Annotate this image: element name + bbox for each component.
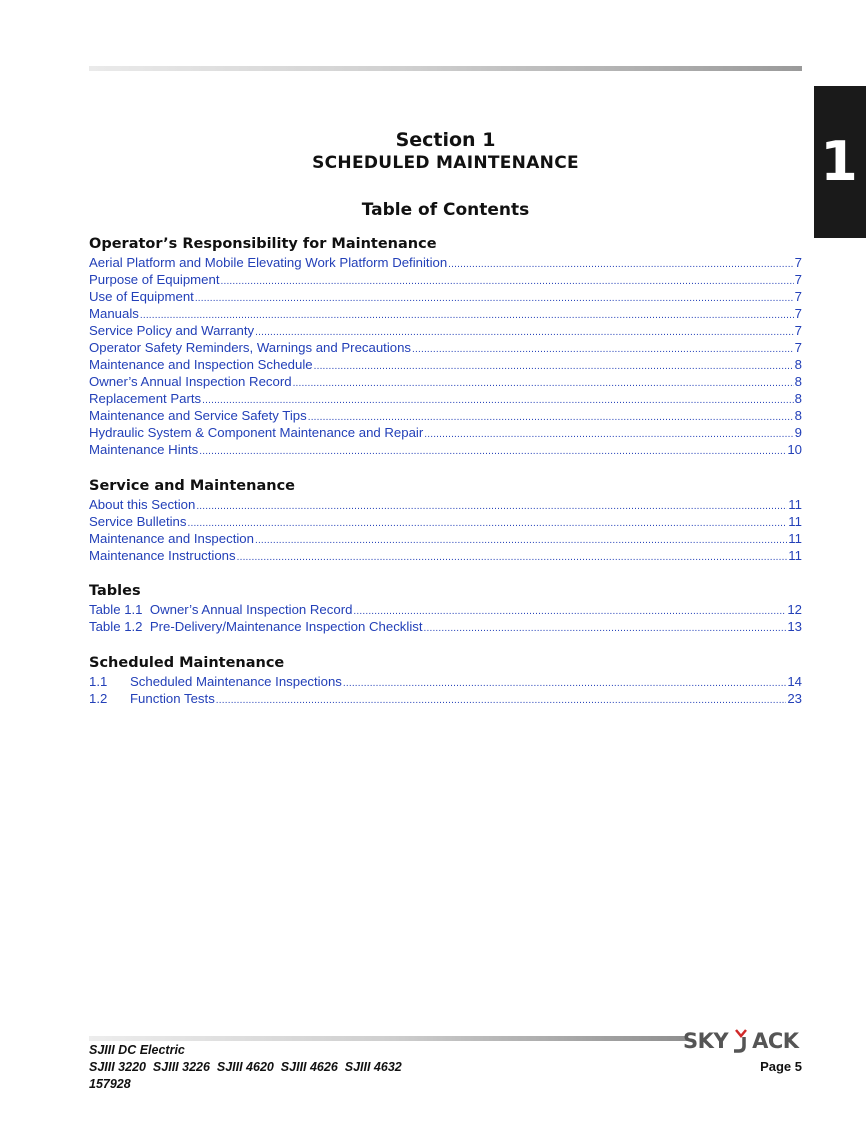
- page-number: Page 5: [760, 1059, 802, 1074]
- toc-entry[interactable]: [89, 690, 802, 707]
- toc-entry-page: 23: [787, 691, 802, 706]
- logo-text-right: ACK: [752, 1029, 799, 1053]
- toc-entry-page: 11: [788, 531, 802, 546]
- toc-group-heading: Service and Maintenance: [89, 478, 295, 494]
- toc-entry-page: 7: [794, 255, 802, 270]
- toc-entry-number: 1.2: [89, 691, 108, 706]
- toc-entry[interactable]: [89, 496, 802, 513]
- toc-entry-label: Maintenance and Inspection Schedule: [89, 357, 313, 372]
- toc-entry[interactable]: [89, 547, 802, 564]
- toc-group-tables: [89, 583, 802, 635]
- toc-entry-label: Replacement Parts: [89, 391, 202, 406]
- toc-entry[interactable]: [89, 356, 802, 373]
- toc-entry-label: Table 1.2 Pre-Delivery/Maintenance Inspection Checklist: [89, 619, 423, 634]
- toc-entry-label: Hydraulic System & Component Maintenance and Repair: [89, 425, 424, 440]
- leader-dots: [448, 256, 793, 273]
- section-tab: [814, 86, 866, 238]
- footer-model-family: SJIII DC Electric: [89, 1043, 185, 1057]
- toc-entry[interactable]: [89, 390, 802, 407]
- toc-entry-label: Table 1.1 Owner’s Annual Inspection Record: [89, 602, 353, 617]
- toc-entry-label: Maintenance Instructions: [89, 548, 236, 563]
- toc-entry-page: 11: [788, 514, 802, 529]
- footer-rule: [89, 1036, 687, 1041]
- toc-entry-page: 11: [788, 497, 802, 512]
- toc-entry-label: Operator Safety Reminders, Warnings and Precautions: [89, 340, 412, 355]
- toc-entry-label: Use of Equipment: [89, 289, 194, 304]
- skyjack-logo: [683, 1028, 799, 1054]
- toc-entry-label: Manuals: [89, 306, 139, 321]
- leader-dots: [187, 515, 787, 532]
- toc-group-heading: Scheduled Maintenance: [89, 655, 285, 671]
- toc-heading: Table of Contents: [361, 200, 530, 220]
- leader-dots: [314, 358, 794, 375]
- logo-text-left: SKY: [683, 1029, 729, 1053]
- leader-dots: [237, 549, 788, 566]
- footer-model-list: SJIII 3220 SJIII 3226 SJIII 4620 SJIII 4626 SJIII 4632: [89, 1060, 402, 1074]
- logo-j-mark-icon: [729, 1029, 751, 1053]
- toc-entry-page: 13: [787, 619, 802, 634]
- toc-entry[interactable]: [89, 254, 802, 271]
- leader-dots: [293, 375, 794, 392]
- toc-entry-page: 7: [794, 289, 802, 304]
- toc-entry-page: 14: [787, 674, 802, 689]
- leader-dots: [195, 290, 794, 307]
- toc-entry-page: 10: [787, 442, 802, 457]
- toc-entry-label: Scheduled Maintenance Inspections: [130, 674, 342, 689]
- leader-dots: [343, 675, 786, 692]
- leader-dots: [221, 273, 794, 290]
- toc-entry-label: Maintenance Hints: [89, 442, 199, 457]
- toc-entry-page: 8: [794, 357, 802, 372]
- header-rule: [89, 66, 802, 71]
- toc-entry-page: 11: [788, 548, 802, 563]
- leader-dots: [255, 532, 787, 549]
- footer-doc-number: 157928: [89, 1077, 131, 1091]
- toc-entry[interactable]: [89, 601, 802, 618]
- toc-group-heading: Operator’s Responsibility for Maintenance: [89, 236, 437, 252]
- toc-entry-number: 1.1: [89, 674, 108, 689]
- leader-dots: [199, 443, 786, 460]
- toc-entry[interactable]: [89, 271, 802, 288]
- section-number-title: Section 1: [395, 129, 496, 151]
- toc-entry-label: Maintenance and Service Safety Tips: [89, 408, 307, 423]
- toc-group-operators-responsibility: [89, 236, 802, 458]
- leader-dots: [424, 426, 793, 443]
- toc-entry-page: 7: [794, 323, 802, 338]
- toc-entry-label: About this Section: [89, 497, 196, 512]
- toc-entry[interactable]: [89, 424, 802, 441]
- toc-entry[interactable]: [89, 322, 802, 339]
- section-title: SCHEDULED MAINTENANCE: [312, 153, 579, 173]
- toc-entry-label: Owner’s Annual Inspection Record: [89, 374, 292, 389]
- toc-entry-page: 7: [794, 306, 802, 321]
- toc-group-scheduled-maintenance: [89, 655, 802, 707]
- toc-entry-label: Service Policy and Warranty: [89, 323, 255, 338]
- toc-entry[interactable]: [89, 407, 802, 424]
- section-tab-number: 1: [820, 130, 858, 193]
- leader-dots: [216, 692, 787, 709]
- leader-dots: [424, 620, 787, 637]
- toc-entry-label: Aerial Platform and Mobile Elevating Work Platform Definition: [89, 255, 448, 270]
- toc-entry-page: 8: [794, 408, 802, 423]
- toc-entry[interactable]: [89, 305, 802, 322]
- toc-entry-label: Service Bulletins: [89, 514, 187, 529]
- toc-entry-page: 9: [794, 425, 802, 440]
- toc-group-service-and-maintenance: [89, 478, 802, 564]
- toc-entry[interactable]: [89, 288, 802, 305]
- toc-entry-label: Function Tests: [130, 691, 215, 706]
- toc-entry[interactable]: [89, 618, 802, 635]
- toc-entry[interactable]: [89, 530, 802, 547]
- leader-dots: [412, 341, 794, 358]
- toc-entry[interactable]: [89, 441, 802, 458]
- toc-entry-label: Purpose of Equipment: [89, 272, 220, 287]
- toc-entry-page: 8: [794, 374, 802, 389]
- toc-entry-page: 8: [794, 391, 802, 406]
- toc-entry[interactable]: [89, 513, 802, 530]
- toc-entry-page: 7: [794, 340, 802, 355]
- leader-dots: [196, 498, 787, 515]
- toc-entry[interactable]: [89, 373, 802, 390]
- toc-entry[interactable]: [89, 339, 802, 356]
- toc-group-heading: Tables: [89, 583, 141, 599]
- toc-entry-page: 12: [787, 602, 802, 617]
- toc-entry-page: 7: [794, 272, 802, 287]
- toc-entry[interactable]: [89, 673, 802, 690]
- toc-entry-label: Maintenance and Inspection: [89, 531, 254, 546]
